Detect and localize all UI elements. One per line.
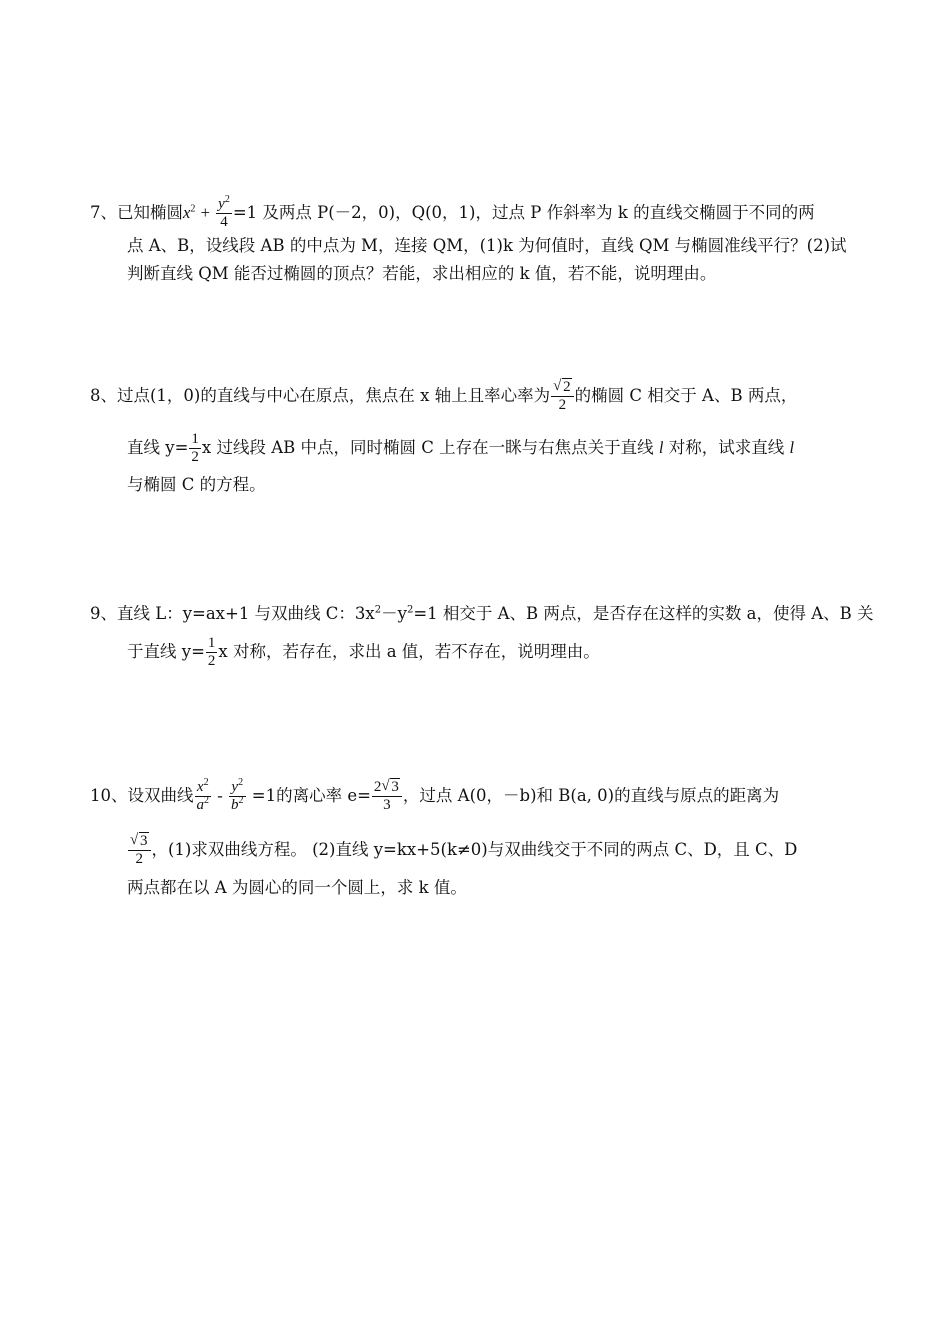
sqrt: √ 3 xyxy=(381,778,399,795)
fraction: $\frac{1}{2}$ xyxy=(191,431,199,465)
problem-number: 9、 xyxy=(90,604,117,623)
problem-8-line-3: 与椭圆 C 的方程。 xyxy=(127,475,266,494)
problem-number: 8、 xyxy=(90,386,117,405)
problem-9-line-1: 9、直线 L：y=ax+1 与双曲线 C：$3x^2-y^2=1$ 相交于 A、B 两点，是否存在这样的实数 a，使得 A、B 关 xyxy=(90,604,874,623)
fraction: $\frac{x^2}{a^2}$ xyxy=(196,777,209,813)
fraction: √ 3 2 xyxy=(128,833,151,868)
fraction: $\frac{1}{2}$ xyxy=(207,635,216,669)
fraction: $\frac{y^2}{4}$ xyxy=(218,194,230,230)
problem-10-line-3: 两点都在以 A 为圆心的同一个圆上，求 k 值。 xyxy=(127,878,467,897)
problem-number: 7、 xyxy=(90,203,117,222)
problem-9-line-2: 于直线 y= $\frac{1}{2}$ x 对称，若存在，求出 a 值，若不存在，说明理由。 xyxy=(127,635,600,669)
problem-7-line-3: 判断直线 QM 能否过椭圆的顶点？若能，求出相应的 k 值，若不能，说明理由。 xyxy=(127,264,717,283)
problem-10-line-1: 10、设双曲线 $\frac{x^2}{a^2}$ - $\frac{y^2}{b^2}$ =1的离心率 e= 2 √ 3 3 ，过点 A(0，－b)和 B(a, 0)的直线与原点的距离为 xyxy=(90,777,780,813)
problem-10-line-2: √ 3 2 ，(1)求双曲线方程。 (2)直线 y=kx+5(k≠0)与双曲线交于不同的两点 C、D，且 C、D xyxy=(130,832,798,867)
fraction: $\frac{y^2}{b^2}$ xyxy=(231,777,244,813)
fraction: √ 2 2 xyxy=(551,379,574,414)
problem-7-line-2: 点 A、B，设线段 AB 的中点为 M，连接 QM，(1)k 为何值时，直线 QM 与椭圆准线平行？(2)试 xyxy=(127,236,847,255)
fraction: 2 √ 3 3 xyxy=(372,779,402,814)
problem-8-line-2: 直线 y= $\frac{1}{2}$ x 过线段 AB 中点，同时椭圆 C 上存在一眯与右焦点关于直线 l 对称，试求直线 l xyxy=(127,431,795,465)
problem-7-line-1: 7、已知椭圆$x^2$ + $\frac{y^2}{4}$ =1 及两点 P(－2，0)，Q(0，1)，过点 P 作斜率为 k 的直线交椭圆于不同的两 xyxy=(90,194,815,230)
sqrt: √ 2 xyxy=(553,378,571,395)
problem-8-line-1: 8、过点(1，0)的直线与中心在原点，焦点在 x 轴上且率心率为 √ 2 2 的椭圆 C 相交于 A、B 两点， xyxy=(90,378,798,413)
problem-number: 10、 xyxy=(90,786,128,805)
sqrt: √ 3 xyxy=(130,832,148,849)
